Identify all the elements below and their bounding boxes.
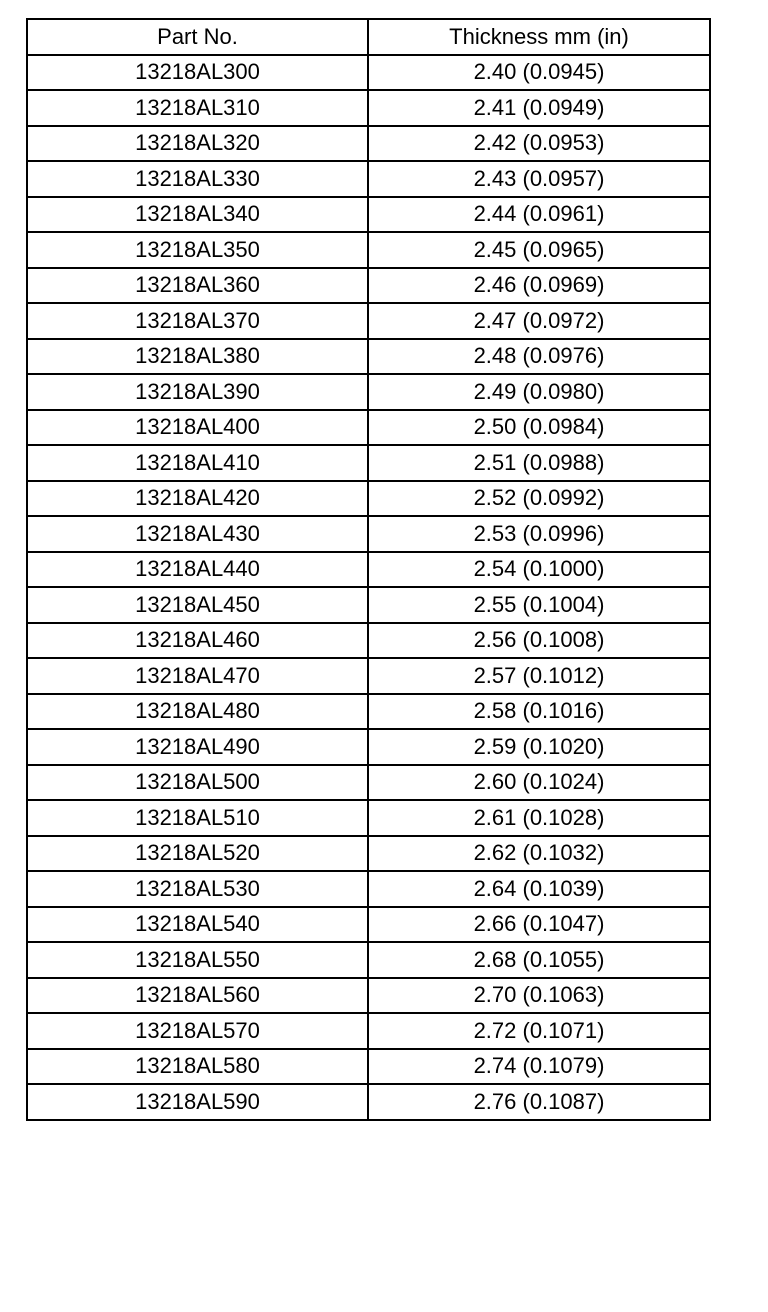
thickness-cell: 2.56 (0.1008) (368, 623, 710, 659)
header-thickness: Thickness mm (in) (368, 19, 710, 55)
table-row (27, 339, 710, 375)
table-row (27, 268, 710, 304)
table-row (27, 978, 710, 1014)
thickness-spec-table (26, 18, 711, 1121)
table-row (27, 197, 710, 233)
part-number-cell: 13218AL390 (27, 374, 368, 410)
part-number-cell: 13218AL590 (27, 1084, 368, 1120)
table-row (27, 587, 710, 623)
table-row (27, 907, 710, 943)
thickness-cell: 2.64 (0.1039) (368, 871, 710, 907)
table-row (27, 1084, 710, 1120)
part-number-cell: 13218AL360 (27, 268, 368, 304)
part-number-cell: 13218AL440 (27, 552, 368, 588)
table-body (27, 55, 710, 1120)
table-row (27, 55, 710, 91)
table-row (27, 374, 710, 410)
table-row (27, 516, 710, 552)
thickness-cell: 2.41 (0.0949) (368, 90, 710, 126)
part-number-cell: 13218AL300 (27, 55, 368, 91)
thickness-cell: 2.43 (0.0957) (368, 161, 710, 197)
part-number-cell: 13218AL420 (27, 481, 368, 517)
part-number-cell: 13218AL490 (27, 729, 368, 765)
thickness-cell: 2.76 (0.1087) (368, 1084, 710, 1120)
thickness-cell: 2.50 (0.0984) (368, 410, 710, 446)
thickness-cell: 2.46 (0.0969) (368, 268, 710, 304)
thickness-cell: 2.55 (0.1004) (368, 587, 710, 623)
thickness-cell: 2.44 (0.0961) (368, 197, 710, 233)
thickness-cell: 2.61 (0.1028) (368, 800, 710, 836)
part-number-cell: 13218AL540 (27, 907, 368, 943)
part-number-cell: 13218AL500 (27, 765, 368, 801)
table-row (27, 232, 710, 268)
table-row (27, 623, 710, 659)
thickness-cell: 2.54 (0.1000) (368, 552, 710, 588)
table-row (27, 1049, 710, 1085)
thickness-cell: 2.74 (0.1079) (368, 1049, 710, 1085)
thickness-cell: 2.49 (0.0980) (368, 374, 710, 410)
part-number-cell: 13218AL400 (27, 410, 368, 446)
thickness-cell: 2.62 (0.1032) (368, 836, 710, 872)
part-number-cell: 13218AL470 (27, 658, 368, 694)
thickness-cell: 2.51 (0.0988) (368, 445, 710, 481)
part-number-cell: 13218AL460 (27, 623, 368, 659)
thickness-cell: 2.42 (0.0953) (368, 126, 710, 162)
thickness-cell: 2.59 (0.1020) (368, 729, 710, 765)
thickness-cell: 2.48 (0.0976) (368, 339, 710, 375)
thickness-cell: 2.45 (0.0965) (368, 232, 710, 268)
table-row (27, 410, 710, 446)
part-number-cell: 13218AL410 (27, 445, 368, 481)
thickness-cell: 2.68 (0.1055) (368, 942, 710, 978)
table-row (27, 694, 710, 730)
table-row (27, 836, 710, 872)
table-header (27, 19, 710, 55)
thickness-cell: 2.57 (0.1012) (368, 658, 710, 694)
part-number-cell: 13218AL340 (27, 197, 368, 233)
thickness-cell: 2.60 (0.1024) (368, 765, 710, 801)
header-row (27, 19, 710, 55)
part-number-cell: 13218AL510 (27, 800, 368, 836)
part-number-cell: 13218AL450 (27, 587, 368, 623)
part-number-cell: 13218AL520 (27, 836, 368, 872)
table-row (27, 729, 710, 765)
thickness-cell: 2.52 (0.0992) (368, 481, 710, 517)
part-number-cell: 13218AL430 (27, 516, 368, 552)
part-number-cell: 13218AL580 (27, 1049, 368, 1085)
table-row (27, 552, 710, 588)
thickness-cell: 2.72 (0.1071) (368, 1013, 710, 1049)
part-number-cell: 13218AL310 (27, 90, 368, 126)
table-row (27, 445, 710, 481)
part-number-cell: 13218AL550 (27, 942, 368, 978)
table-row (27, 1013, 710, 1049)
table-row (27, 481, 710, 517)
thickness-cell: 2.53 (0.0996) (368, 516, 710, 552)
part-number-cell: 13218AL530 (27, 871, 368, 907)
part-number-cell: 13218AL350 (27, 232, 368, 268)
header-part-no: Part No. (27, 19, 368, 55)
part-number-cell: 13218AL320 (27, 126, 368, 162)
thickness-cell: 2.70 (0.1063) (368, 978, 710, 1014)
part-number-cell: 13218AL330 (27, 161, 368, 197)
table-row (27, 942, 710, 978)
thickness-cell: 2.47 (0.0972) (368, 303, 710, 339)
table-row (27, 800, 710, 836)
table-row (27, 126, 710, 162)
thickness-cell: 2.66 (0.1047) (368, 907, 710, 943)
thickness-cell: 2.58 (0.1016) (368, 694, 710, 730)
table-row (27, 303, 710, 339)
part-number-cell: 13218AL380 (27, 339, 368, 375)
part-number-cell: 13218AL560 (27, 978, 368, 1014)
part-number-cell: 13218AL370 (27, 303, 368, 339)
table-row (27, 658, 710, 694)
part-number-cell: 13218AL570 (27, 1013, 368, 1049)
table-row (27, 90, 710, 126)
part-number-cell: 13218AL480 (27, 694, 368, 730)
table-row (27, 871, 710, 907)
table-row (27, 765, 710, 801)
table-row (27, 161, 710, 197)
thickness-cell: 2.40 (0.0945) (368, 55, 710, 91)
